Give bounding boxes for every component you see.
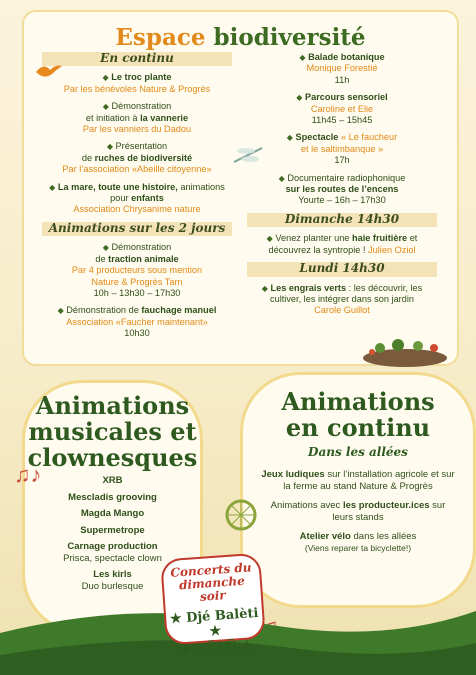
acts-list: XRB Mescladis grooving Magda Mango Supermetrope Carnage production Prisca, spectacle clown Les kirls Duo burlesque [63, 475, 162, 592]
continu-list: Jeux ludiques sur l’installation agricole et sur la ferme au stand Nature & Progrès Animations avec les producteur.ices sur leurs stands Atelier vélo dans les allées (Viens reparer ta bicyclette!) [261, 469, 455, 553]
section-2-jours: Animations sur les 2 jours [42, 222, 232, 236]
diamond-icon: ◆ [49, 182, 56, 192]
list-item: ◆ Documentaire radiophonique sur les routes de l’encens Yourte – 16h – 17h30 [278, 172, 406, 206]
list-item: ◆ Les engrais verts : les découvrir, les cultiver, les intégrer dans son jardin Carole Guillot [261, 282, 423, 316]
wheel-icon [224, 498, 258, 532]
section-dimanche: Dimanche 14h30 [247, 213, 437, 227]
diamond-icon: ◆ [102, 73, 109, 83]
list-item: ◆ Venez planter une haie fruitière et découvrez la syntropie ! Julien Oziol [266, 233, 418, 255]
diamond-icon: ◆ [106, 142, 113, 152]
list-item: ◆ Balade botanique Monique Forestié 11h [299, 52, 385, 85]
diamond-icon: ◆ [299, 53, 306, 62]
diamond-icon: ◆ [102, 243, 109, 253]
music-notes-icon: ♫♪ [14, 462, 42, 487]
list-item: ◆ Démonstration de traction animale Par 4 producteurs sous mention Nature & Progrès Tarn 10h – 13h30 – 17h30 [71, 242, 203, 298]
list-item: ◆ La mare, toute une histoire, animations pour enfants Association Chrysanime nature [49, 181, 225, 215]
section-lundi: Lundi 14h30 [247, 262, 437, 276]
list-item: ◆ Spectacle « Le faucheur et le saltimbanque » 17h [286, 132, 398, 166]
diamond-icon: ◆ [278, 173, 285, 183]
page-title: Espace biodiversité [115, 24, 366, 51]
list-item: ◆ Démonstration et initiation à la vannerie Par les vanniers du Dadou [82, 101, 192, 135]
musical-title: Animations musicales et clownesques [27, 391, 198, 472]
continu-card [240, 372, 476, 608]
left-column [42, 52, 232, 346]
continu-title: Animations en continu [281, 387, 435, 442]
list-item: ◆ Démonstration de fauchage manuel Association «Faucher maintenant» 10h30 [57, 305, 217, 339]
right-column [247, 52, 437, 323]
section-en-continu: En continu [42, 52, 232, 66]
bird-icon [34, 60, 64, 82]
diamond-icon: ◆ [286, 133, 293, 143]
continu-subtitle: Dans les allées [308, 445, 408, 459]
diamond-icon: ◆ [296, 93, 303, 103]
diamond-icon: ◆ [102, 102, 109, 112]
list-item: ◆ Parcours sensoriel Caroline et Elie 11h45 – 15h45 [296, 92, 388, 126]
dragonfly-icon [228, 142, 268, 170]
diamond-icon: ◆ [57, 306, 64, 316]
garden-bed-icon [360, 330, 450, 370]
concerts-box: Concerts du dimanche soir ★ Djé Balèti ★ ★ FÜLÜ ★ [160, 553, 266, 646]
list-item: ◆ Le troc plante Par les bénévoles Nature & Progrès [63, 72, 211, 94]
list-item: ◆ Présentation de ruches de biodiversité Par l’association «Abeille citoyenne» [62, 141, 212, 175]
